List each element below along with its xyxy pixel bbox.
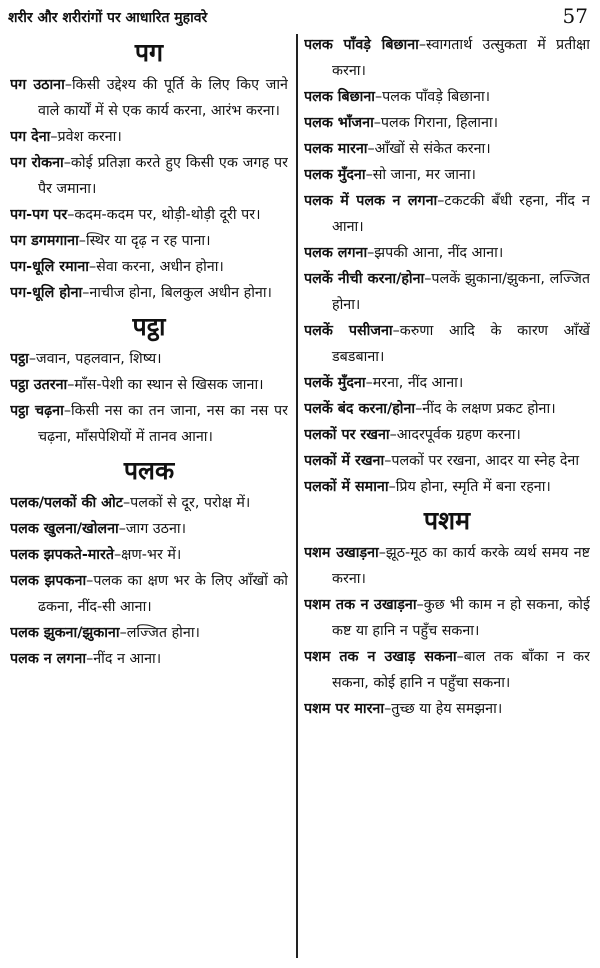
idiom-term: पट्ठा उतरना	[10, 377, 68, 393]
idiom-entry	[304, 370, 590, 396]
idiom-term: पलक/पलकों की ओट	[10, 495, 123, 511]
idiom-definition: –आदरपूर्वक ग्रहण करना।	[389, 427, 521, 443]
idiom-definition: –क्षण-भर में।	[114, 547, 182, 563]
idiom-definition: –पलकों पर रखना, आदर या स्नेह देना	[384, 453, 580, 469]
idiom-entry	[304, 592, 590, 644]
idiom-entry	[10, 516, 288, 542]
idiom-term: पग-पग पर	[10, 207, 68, 223]
idiom-definition: –सेवा करना, अधीन होना।	[89, 259, 224, 275]
idiom-term: पलक मुँदना	[304, 167, 366, 183]
idiom-definition: –कदम-कदम पर, थोड़ी-थोड़ी दूरी पर।	[67, 207, 261, 223]
idiom-definition: –नाचीज होना, बिलकुल अधीन होना।	[82, 285, 272, 301]
idiom-term: पलकें मुँदना	[304, 375, 366, 391]
idiom-entry	[10, 124, 288, 150]
idiom-definition: –नींद न आना।	[86, 651, 162, 667]
idiom-definition: –स्वागतार्थ उत्सुकता में प्रतीक्षा करना।	[332, 37, 590, 79]
idiom-term: पलक पाँवड़े बिछाना	[304, 37, 419, 53]
idiom-definition: –पलकों से दूर, परोक्ष में।	[122, 495, 251, 511]
idiom-term: पलकें पसीजना	[304, 323, 393, 339]
idiom-entry	[10, 346, 288, 372]
idiom-definition: –नींद के लक्षण प्रकट होना।	[415, 401, 556, 417]
idiom-term: पग देना	[10, 129, 51, 145]
idiom-entry	[304, 32, 590, 84]
idiom-entry	[304, 162, 590, 188]
idiom-entry	[304, 266, 590, 318]
idiom-term: पलक मारना	[304, 141, 368, 157]
idiom-term: पलकों में रखना	[304, 453, 385, 469]
idiom-definition: –बाल तक बाँका न कर सकना, कोई हानि न पहुँचा सकना।	[332, 649, 590, 691]
idiom-definition: –झपकी आना, नींद आना।	[367, 245, 504, 261]
idiom-entry	[10, 228, 288, 254]
idiom-term: पलकों में समाना	[304, 479, 389, 495]
idiom-entry	[10, 542, 288, 568]
idiom-term: पलक झपकते-मारते	[10, 547, 115, 563]
idiom-term: पट्ठा	[10, 351, 29, 367]
idiom-entry	[10, 372, 288, 398]
idiom-term: पलक खुलना/खोलना	[10, 521, 119, 537]
idiom-entry	[10, 490, 288, 516]
idiom-definition: –पलक का क्षण भर के लिए आँखों को ढकना, नींद-सी आना।	[38, 573, 288, 615]
idiom-definition: –सो जाना, मर जाना।	[365, 167, 476, 183]
idiom-term: पलक में पलक न लगना	[304, 193, 438, 209]
idiom-entry	[304, 540, 590, 592]
idiom-entry	[304, 696, 590, 722]
idiom-definition: –मरना, नींद आना।	[365, 375, 464, 391]
idiom-definition: –जवान, पहलवान, शिष्य।	[28, 351, 162, 367]
idiom-entry	[304, 84, 590, 110]
idiom-entry	[304, 448, 590, 474]
idiom-definition: –करुणा आदि के कारण आँखें डबडबाना।	[332, 323, 590, 365]
idiom-definition: –जाग उठना।	[118, 521, 187, 537]
idiom-definition: –आँखों से संकेत करना।	[367, 141, 491, 157]
idiom-entry	[10, 254, 288, 280]
idiom-entry	[10, 280, 288, 306]
idiom-term: पलक न लगना	[10, 651, 87, 667]
left-column	[10, 32, 288, 962]
idiom-entry	[304, 474, 590, 500]
idiom-entry	[304, 136, 590, 162]
idiom-definition: –पलक गिराना, हिलाना।	[373, 115, 499, 131]
idiom-term: पलकें बंद करना/होना	[304, 401, 416, 417]
idiom-definition: –स्थिर या दृढ़ न रह पाना।	[78, 233, 211, 249]
page-number: 57	[562, 4, 588, 28]
idiom-term: पट्ठा चढ़ना	[10, 403, 64, 419]
idiom-definition: –लज्जित होना।	[119, 625, 200, 641]
idiom-term: पग डगमगाना	[10, 233, 79, 249]
idiom-entry	[304, 644, 590, 696]
idiom-definition: –पलकें झुकाना/झुकना, लज्जित होना।	[332, 271, 590, 313]
column-divider	[296, 34, 298, 958]
idiom-term: पग-धूलि होना	[10, 285, 83, 301]
idiom-term: पलकें नीची करना/होना	[304, 271, 425, 287]
idiom-entry	[10, 72, 288, 124]
section-heading: पशम	[423, 506, 471, 535]
idiom-term: पशम तक न उखाड़ सकना	[304, 649, 457, 665]
idiom-term: पशम उखाड़ना	[304, 545, 379, 561]
idiom-entry	[304, 110, 590, 136]
idiom-entry	[304, 240, 590, 266]
idiom-entry	[10, 398, 288, 450]
page-header	[8, 4, 588, 30]
section-heading: पलक	[123, 456, 175, 485]
running-title: शरीर और शरीरांगों पर आधारित मुहावरे	[8, 10, 208, 26]
idiom-entry	[304, 396, 590, 422]
idiom-term: पलक झुकना/झुकाना	[10, 625, 120, 641]
idiom-term: पशम पर मारना	[304, 701, 385, 717]
idiom-definition: –प्रवेश करना।	[50, 129, 122, 145]
idiom-term: पशम तक न उखाड़ना	[304, 597, 417, 613]
idiom-definition: –कुछ भी काम न हो सकना, कोई कष्ट या हानि न पहुँच सकना।	[332, 597, 590, 639]
idiom-term: पलक भाँजना	[304, 115, 374, 131]
idiom-definition: –कोई प्रतिज्ञा करते हुए किसी एक जगह पर पैर जमाना।	[38, 155, 288, 197]
idiom-definition: –टकटकी बँधी रहना, नींद न आना।	[332, 193, 590, 235]
idiom-definition: –किसी नस का तन जाना, नस का नस पर चढ़ना, माँसपेशियों में तानव आना।	[38, 403, 288, 445]
right-column	[304, 32, 590, 962]
section-heading: पट्ठा	[132, 312, 166, 341]
idiom-entry	[10, 150, 288, 202]
idiom-term: पलक लगना	[304, 245, 368, 261]
idiom-definition: –तुच्छ या हेय समझना।	[384, 701, 503, 717]
idiom-entry	[304, 422, 590, 448]
idiom-term: पग रोकना	[10, 155, 64, 171]
idiom-definition: –पलक पाँवड़े बिछाना।	[375, 89, 491, 105]
idiom-definition: –किसी उद्देश्य की पूर्ति के लिए किए जाने वाले कार्यों में से एक कार्य करना, आरंभ करना।	[38, 77, 288, 119]
idiom-entry	[10, 202, 288, 228]
idiom-entry	[304, 188, 590, 240]
idiom-entry	[10, 568, 288, 620]
idiom-entry	[10, 646, 288, 672]
idiom-definition: –प्रिय होना, स्मृति में बना रहना।	[388, 479, 551, 495]
idiom-definition: –माँस-पेशी का स्थान से खिसक जाना।	[67, 377, 264, 393]
idiom-entry	[10, 620, 288, 646]
idiom-term: पग-धूलि रमाना	[10, 259, 90, 275]
idiom-term: पलक झपकना	[10, 573, 87, 589]
idiom-term: पलकों पर रखना	[304, 427, 390, 443]
idiom-term: पग उठाना	[10, 77, 65, 93]
idiom-definition: –झूठ-मूठ का कार्य करके व्यर्थ समय नष्ट करना।	[332, 545, 590, 587]
section-heading: पग	[134, 38, 164, 67]
idiom-entry	[304, 318, 590, 370]
idiom-term: पलक बिछाना	[304, 89, 375, 105]
